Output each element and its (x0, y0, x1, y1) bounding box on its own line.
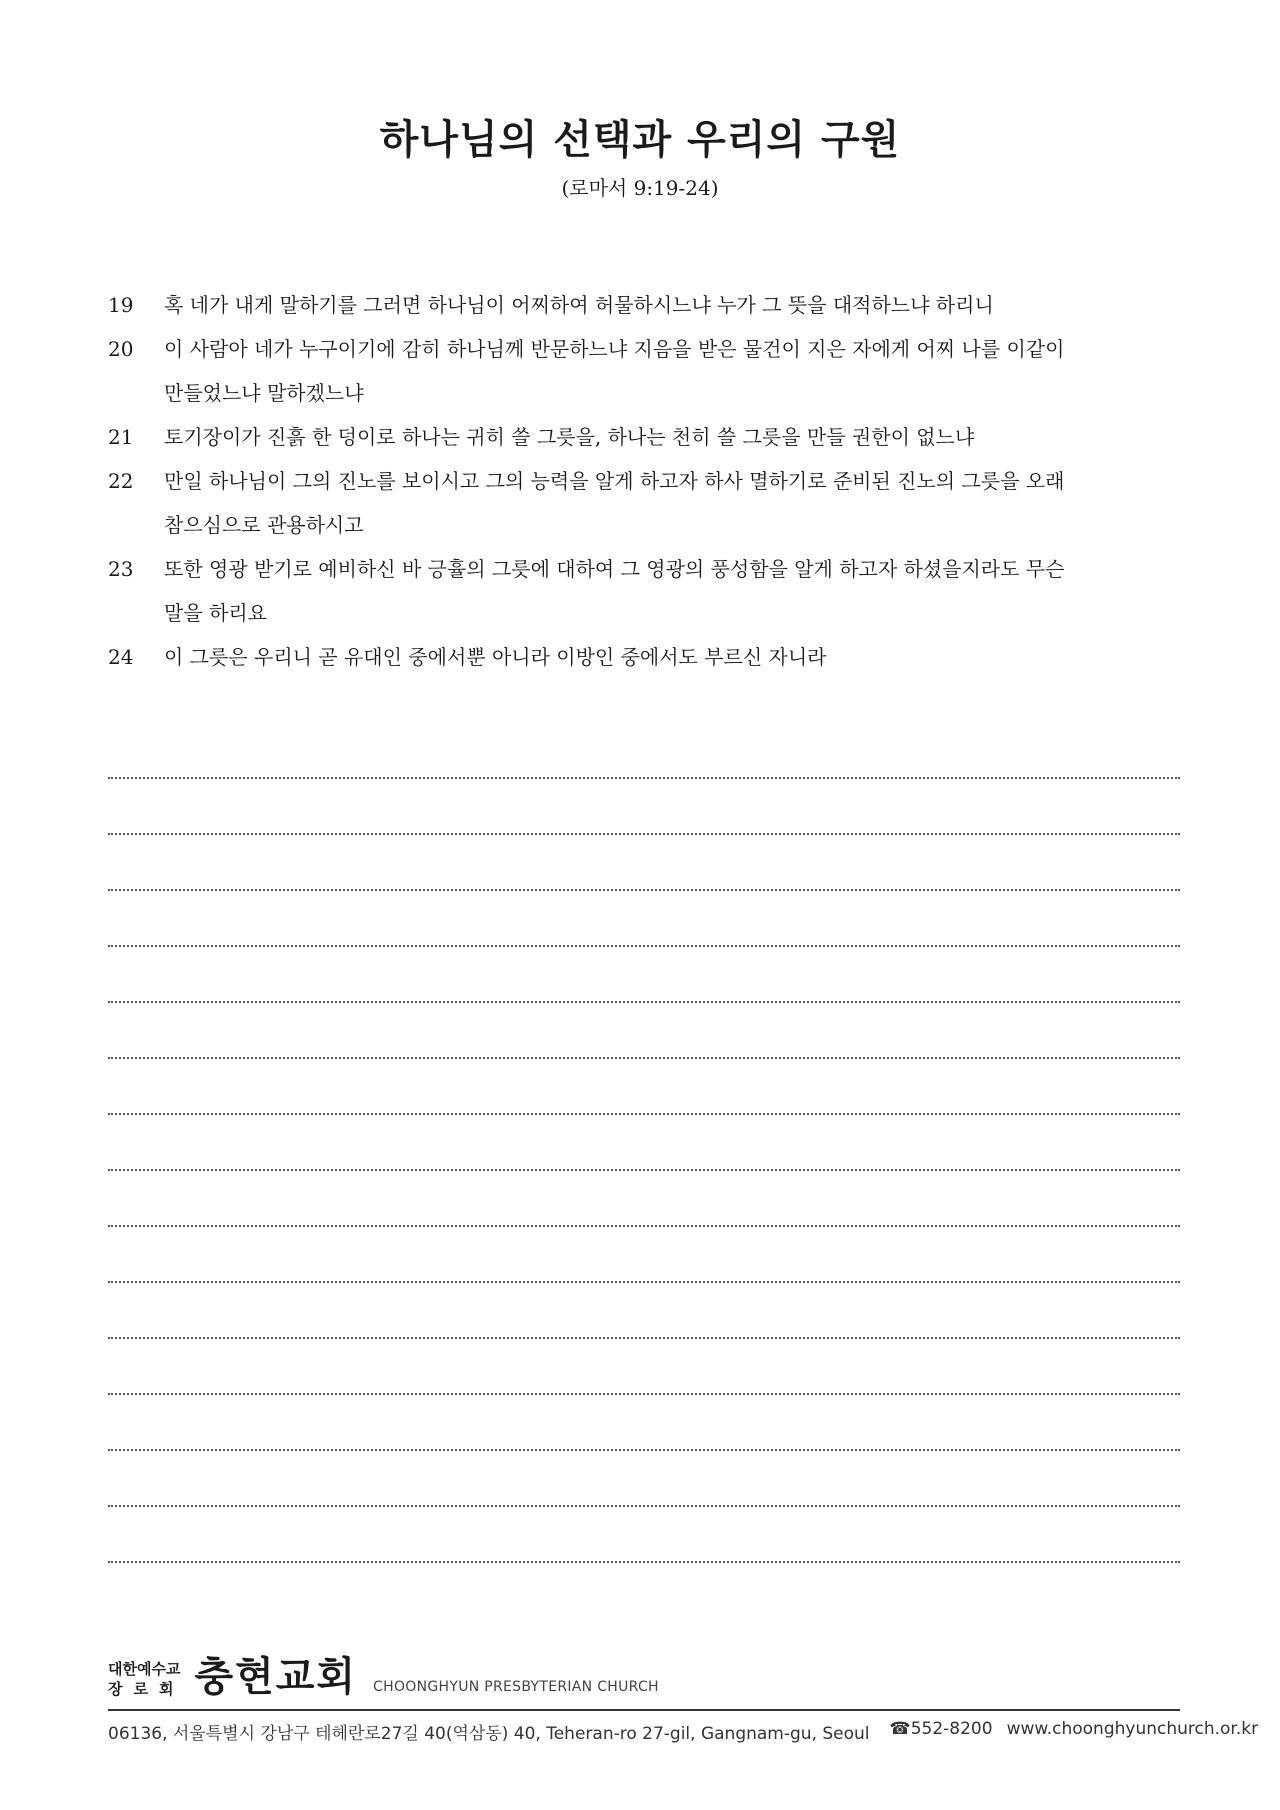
church-name-korean: 충현교회 (194, 1653, 358, 1700)
footer-divider (108, 1709, 1180, 1711)
note-line (108, 833, 1180, 835)
verse-24 (108, 635, 1183, 679)
verse-line: 만일 하나님이 그의 진노를 보이시고 그의 능력을 알게 하고자 하사 멸하기로 준비된 진노의 그릇을 오래 (164, 469, 1065, 493)
page-title: 하나님의 선택과 우리의 구원 (379, 116, 901, 163)
church-name-english: CHOONGHYUN PRESBYTERIAN CHURCH (373, 1679, 659, 1695)
note-line (108, 1337, 1180, 1339)
note-line (108, 1393, 1180, 1395)
verse-23 (108, 547, 1183, 635)
note-line (108, 777, 1180, 779)
church-phone: ☎552-8200 (889, 1719, 993, 1739)
verse-line: 만들었느냐 말하겠느냐 (164, 381, 364, 405)
note-line (108, 1281, 1180, 1283)
verse-text (164, 283, 1183, 327)
note-line (108, 1169, 1180, 1171)
verse-text (164, 635, 1183, 679)
note-line (108, 1225, 1180, 1227)
verse-text (164, 415, 1183, 459)
verse-text (164, 459, 1183, 547)
note-line (108, 1505, 1180, 1507)
note-line (108, 1057, 1180, 1059)
verse-line: 토기장이가 진흙 한 덩이로 하나는 귀히 쓸 그릇을, 하나는 천히 쓸 그릇을 만들 권한이 없느냐 (164, 425, 975, 449)
verse-number: 21 (108, 425, 134, 449)
verse-number: 23 (108, 557, 134, 581)
note-line (108, 889, 1180, 891)
note-line (108, 1561, 1180, 1563)
note-lines (108, 777, 1180, 1617)
scripture-reference: (로마서 9:19-24) (561, 176, 719, 200)
note-line (108, 1113, 1180, 1115)
church-address: 06136, 서울특별시 강남구 테헤란로27길 40(역삼동) 40, Teheran-ro 27-gil, Gangnam-gu, Seoul (108, 1724, 870, 1744)
church-website: www.choonghyunchurch.or.kr (1006, 1719, 1259, 1739)
verse-line: 또한 영광 받기로 예비하신 바 긍휼의 그릇에 대하여 그 영광의 풍성함을 알게 하고자 하셨을지라도 무슨 (164, 557, 1065, 581)
contact-info (108, 1719, 1259, 1744)
verse-19 (108, 283, 1183, 327)
verse-number: 20 (108, 337, 134, 361)
verse-text (164, 547, 1183, 635)
verse-line: 이 사람아 네가 누구이기에 감히 하나님께 반문하느냐 지음을 받은 물건이 지은 자에게 어찌 나를 이같이 (164, 337, 1065, 361)
verse-21 (108, 415, 1183, 459)
verse-line: 이 그릇은 우리니 곧 유대인 중에서뿐 아니라 이방인 중에서도 부르신 자니라 (164, 645, 827, 669)
note-line (108, 945, 1180, 947)
verse-20 (108, 327, 1183, 415)
verse-22 (108, 459, 1183, 547)
page-footer (108, 1643, 1259, 1744)
verse-line: 말을 하리요 (164, 601, 267, 625)
note-line (108, 1001, 1180, 1003)
verse-line: 참으심으로 관용하시고 (164, 513, 364, 537)
verse-text (164, 327, 1183, 415)
verse-number: 22 (108, 469, 134, 493)
denomination-label: 대한예수교 장로회 (108, 1660, 185, 1698)
verse-list (108, 283, 1183, 679)
church-logo (108, 1643, 1180, 1699)
note-line (108, 1449, 1180, 1451)
verse-line: 혹 네가 내게 말하기를 그러면 하나님이 어찌하여 허물하시느냐 누가 그 뜻을 대적하느냐 하리니 (164, 293, 994, 317)
verse-number: 19 (108, 293, 134, 317)
verse-number: 24 (108, 645, 134, 669)
